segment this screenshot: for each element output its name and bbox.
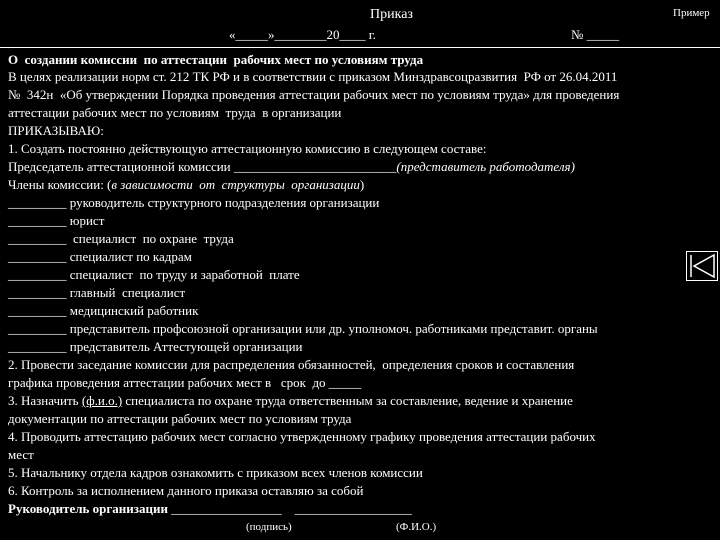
header-divider	[0, 47, 720, 48]
signature-label: Руководитель организации	[8, 501, 168, 516]
date-line: «_____»________20____ г.	[229, 27, 376, 42]
chair-text: Председатель аттестационной комиссии _________________________	[8, 159, 397, 174]
previous-slide-icon	[687, 252, 717, 280]
signature-blanks: _________________ __________________	[171, 501, 412, 516]
chair-line	[8, 159, 575, 175]
item-3-pre: 3. Назначить	[8, 393, 82, 408]
item-2-line-2: графика проведения аттестации рабочих мест в срок до _____	[8, 375, 362, 390]
item-4-line-1: 4. Проводить аттестацию рабочих мест согласно утвержденному графику проведения аттестации рабочих	[8, 429, 596, 444]
item-3-post: специалиста по охране труда ответственным за составление, ведение и хранение	[122, 393, 573, 408]
item-6: 6. Контроль за исполнением данного приказа оставляю за собой	[8, 483, 364, 498]
item-3-line-2: документации по аттестации рабочих мест по условиям труда	[8, 411, 352, 426]
intro-line-1: В целях реализации норм ст. 212 ТК РФ и в соответствии с приказом Минздравсоцразвития РФ от 26.04.2011	[8, 69, 618, 84]
example-label: Пример	[673, 7, 710, 19]
signature-line	[8, 501, 412, 517]
number-line: № _____	[571, 27, 620, 42]
member-item: _________ представитель Аттестующей организации	[8, 339, 303, 354]
heading: О создании комиссии по аттестации рабочих мест по условиям труда	[8, 52, 424, 67]
members-close: )	[359, 177, 365, 192]
order-word: ПРИКАЗЫВАЮ:	[8, 123, 104, 138]
members-line	[8, 177, 364, 193]
item-5: 5. Начальнику отдела кадров ознакомить с приказом всех членов комиссии	[8, 465, 423, 480]
member-item: _________ руководитель структурного подразделения организации	[8, 195, 380, 210]
item-3-line-1	[8, 393, 573, 409]
intro-line-3: аттестации рабочих мест по условиям труда в организации	[8, 105, 342, 120]
members-text: Члены комиссии: (	[8, 177, 112, 192]
sign-caption: (подпись)	[246, 521, 292, 533]
item-1: 1. Создать постоянно действующую аттестационную комиссию в следующем составе:	[8, 141, 487, 156]
member-item: _________ специалист по труду и заработной плате	[8, 267, 300, 282]
previous-slide-button[interactable]	[686, 251, 718, 281]
member-item: _________ специалист по охране труда	[8, 231, 234, 246]
member-item: _________ представитель профсоюзной организации или др. уполномоч. работниками представит. органы	[8, 321, 598, 336]
member-item: _________ медицинский работник	[8, 303, 199, 318]
item-2-line-1: 2. Провести заседание комиссии для распределения обязанностей, определения сроков и составления	[8, 357, 575, 372]
intro-line-2: № 342н «Об утверждении Порядка проведения аттестации рабочих мест по условиям труда» для проведения	[8, 87, 620, 102]
member-item: _________ специалист по кадрам	[8, 249, 192, 264]
name-caption: (Ф.И.О.)	[396, 521, 437, 533]
document-title: Приказ	[370, 7, 413, 22]
item-4-line-2: мест	[8, 447, 34, 462]
members-note: в зависимости от структуры организации	[111, 177, 360, 192]
chair-note: (представитель работодателя)	[396, 159, 575, 174]
member-item: _________ главный специалист	[8, 285, 186, 300]
member-item: _________ юрист	[8, 213, 105, 228]
item-3-fio: (ф.и.о.)	[81, 393, 123, 408]
